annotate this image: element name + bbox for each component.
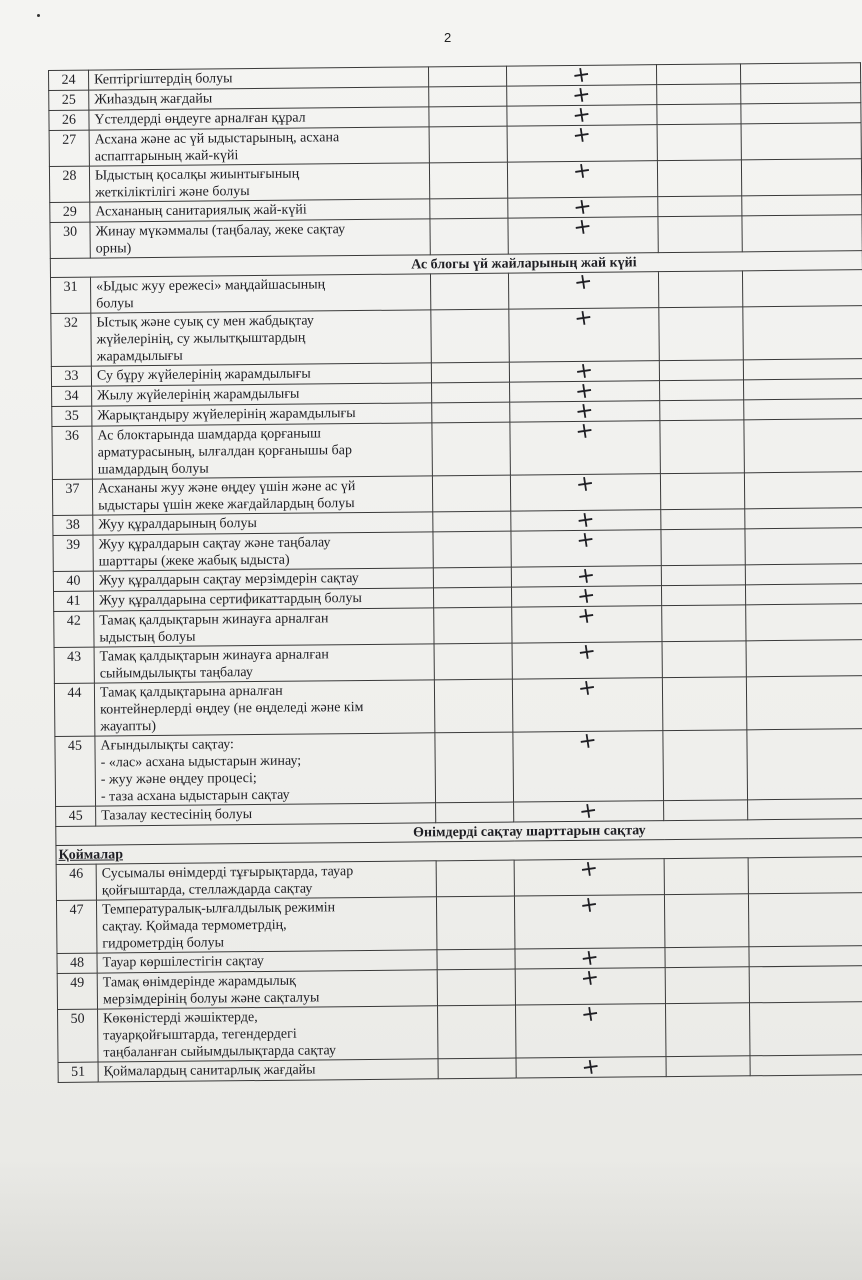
row-number: 39 [53,535,93,571]
empty-cell [746,640,862,677]
handwritten-plus-mark: + [576,638,599,667]
empty-cell [741,103,861,124]
empty-cell [436,860,514,897]
empty-cell [744,419,862,473]
empty-cell [662,677,747,731]
empty-cell [664,858,748,895]
subsection-title: Қоймалар [56,838,862,865]
handwritten-plus-mark: + [580,1053,603,1082]
criterion-line: мерзімдерінің болуы және сақталуы [102,990,320,1008]
criterion-line: болуы [96,296,134,312]
criterion-line: Ыстық және суық су мен жабдықтау [96,313,314,331]
empty-cell [742,215,862,252]
empty-cell [665,967,749,1004]
row-criterion [91,310,431,366]
table-row [52,419,862,480]
table-row [51,306,862,367]
handwritten-plus-mark: + [572,268,595,297]
row-number: 44 [54,683,95,736]
empty-cell [741,159,861,196]
handwritten-plus-mark: + [575,562,598,591]
row-number: 47 [56,900,97,953]
criterion-line: Жинау мүкәммалы (таңбалау, жеке сақтау [95,222,346,240]
empty-cell [666,1056,750,1077]
empty-cell [434,607,512,644]
criterion-line: Кептіргіштердің болуы [94,71,233,88]
empty-cell [436,802,514,823]
table-row [56,893,862,954]
criterion-line: Ас блоктарында шамдарда қорғаныш [97,426,321,444]
checklist-body [49,63,862,1083]
empty-cell [430,198,508,219]
handwritten-plus-mark: + [570,101,593,130]
criterion-line: шарттары (жеке жабық ыдыста) [98,552,290,570]
criterion-line: Жиһаздың жағдайы [94,91,213,108]
criterion-line: Ыдыстың қосалқы жиынтығының [94,166,300,184]
photo-shadow [0,1160,862,1280]
check-mark-cell [510,470,660,511]
row-number: 51 [58,1062,98,1082]
empty-cell [743,359,862,380]
empty-cell [433,587,511,608]
handwritten-plus-mark: + [572,304,595,333]
row-number: 33 [51,366,91,386]
row-number: 41 [54,591,94,611]
empty-cell [746,676,862,730]
handwritten-plus-mark: + [571,157,594,186]
criterion-line: - жуу және өңдеу процесі; [100,771,257,788]
empty-cell [433,531,511,568]
criterion-line: ыдыстары үшін жеке жағдайлардың болуы [98,496,355,514]
check-mark-cell [514,891,665,949]
empty-cell [745,584,862,605]
row-number: 36 [52,426,93,479]
empty-cell [657,84,741,105]
row-number: 24 [49,70,89,90]
handwritten-plus-mark: + [577,797,600,826]
check-mark-cell [512,674,663,732]
criterion-line: Қоймалардың санитарлық жағдайы [103,1062,316,1080]
empty-cell [743,306,862,360]
criterion-line: жауапты) [100,718,157,735]
criterion-line: Жуу құралдарын сақтау мерзімдерін сақтау [98,571,359,589]
empty-cell [750,1055,862,1076]
handwritten-plus-mark: + [579,964,602,993]
empty-cell [745,528,862,565]
empty-cell [748,893,862,947]
check-mark-cell [513,727,664,802]
empty-cell [664,800,748,821]
criterion-line: шамдардың болуы [97,461,209,478]
checklist-table [48,62,862,1083]
empty-cell [744,472,862,509]
empty-cell [432,475,510,512]
row-criterion [92,423,432,479]
empty-cell [661,529,745,566]
criterion-line: контейнерлерді өңдеу (не өңделеді және кім [100,700,364,718]
row-number: 37 [52,479,92,515]
empty-cell [749,1002,862,1056]
empty-cell [744,399,862,420]
row-number: 45 [55,736,96,806]
row-number: 50 [58,1009,99,1062]
empty-cell [746,604,862,641]
row-number: 48 [57,953,97,973]
row-number: 49 [57,973,97,1009]
empty-cell [742,195,862,216]
criterion-line: Тазалау кестесінің болуы [101,807,253,824]
empty-cell [434,679,513,733]
criterion-line: ыдыстың болуы [99,629,196,646]
check-mark-cell [507,157,657,198]
empty-cell [429,86,507,107]
empty-cell [665,947,749,968]
criterion-line: Сусымалы өнімдерді тұғырықтарда, тауар [101,864,354,882]
row-criterion [94,644,434,683]
empty-cell [432,382,510,403]
handwritten-plus-mark: + [571,213,594,242]
criterion-line: жүйелерінің, су жылытқыштардың [96,330,306,348]
empty-cell [744,379,862,400]
empty-cell [749,966,862,1003]
empty-cell [437,969,515,1006]
empty-cell [432,402,510,423]
empty-cell [747,729,862,800]
empty-cell [434,643,512,680]
handwritten-plus-mark: + [573,357,596,386]
empty-cell [429,162,507,199]
criterion-line: Тамақ қалдықтарын жинауға арналған [99,611,329,629]
check-mark-cell [515,1000,666,1058]
handwritten-plus-mark: + [573,397,596,426]
row-number: 40 [53,571,93,591]
handwritten-plus-mark: + [579,944,601,973]
empty-cell [656,64,740,85]
check-mark-cell [516,1053,666,1082]
row-number: 34 [52,386,92,406]
handwritten-plus-mark: + [576,674,599,703]
empty-cell [742,270,862,307]
empty-cell [660,473,744,510]
criterion-line: - «лас» асхана ыдыстарын жинау; [100,753,302,771]
row-number: 30 [50,222,90,258]
criterion-line: Тамақ қалдықтарын жинауға арналған [99,647,329,665]
empty-cell [657,160,741,197]
empty-cell [429,106,507,127]
empty-cell [430,273,508,310]
section-title: Ас блогы үй жайларының жай күйі [50,251,862,278]
handwritten-plus-mark: + [578,891,601,920]
check-mark-cell [508,213,658,254]
empty-cell [657,104,741,125]
handwritten-plus-mark: + [575,582,598,611]
criterion-line: сақтау. Қоймада термометрдің, [102,917,287,935]
criterion-line: Асхананы жуу және өңдеу үшін және ас үй [97,479,356,497]
empty-cell [660,400,744,421]
check-mark-cell [514,797,664,826]
handwritten-plus-mark: + [574,506,597,535]
criterion-line: Ағындылықты сақтау: [100,737,234,754]
empty-cell [659,360,743,381]
row-criterion [94,608,434,647]
row-number: 35 [52,406,92,426]
empty-cell [663,730,748,801]
empty-cell [437,949,515,970]
empty-cell [748,857,862,894]
empty-cell [433,567,511,588]
empty-cell [660,380,744,401]
row-criterion [90,219,430,258]
handwritten-plus-mark: + [570,61,593,90]
handwritten-plus-mark: + [579,1000,602,1029]
criterion-line: Жуу құралдарына сертификаттардың болуы [99,591,362,609]
criterion-line: орны) [95,241,132,257]
ink-dot [37,14,40,17]
row-criterion [89,163,429,202]
empty-cell [745,508,862,529]
empty-cell [741,123,861,160]
section-title: Өнімдерді сақтау шарттарын сақтау [56,819,862,846]
check-mark-cell [508,268,658,309]
criterion-line: қойғыштарда, стеллаждарда сақтау [101,881,313,899]
criterion-line: Асхана және ас үй ыдыстарының, асхана [94,130,340,148]
criterion-line: жеткіліктілігі және болуы [95,184,250,201]
page-number: 2 [444,30,452,45]
check-mark-cell [512,638,662,679]
check-mark-cell [510,417,661,475]
empty-cell [432,422,511,476]
criterion-line: Тауар көршілестігін сақтау [102,953,264,971]
criterion-line: «Ыдыс жуу ережесі» маңдайшасының [96,277,326,295]
criterion-line: аспаптарының жай-күйі [94,148,239,165]
handwritten-plus-mark: + [576,727,599,756]
empty-cell [741,83,861,104]
empty-cell [428,66,506,87]
empty-cell [429,126,507,163]
empty-cell [661,509,745,530]
criterion-line: жарамдылығы [96,348,183,365]
check-mark-cell [507,121,657,162]
row-criterion [92,476,432,515]
empty-cell [436,896,515,950]
empty-cell [438,1058,516,1079]
criterion-line: тауарқойғыштарда, тегендердегі [103,1026,297,1044]
row-number: 43 [54,647,94,683]
check-mark-cell [512,602,662,643]
criterion-line: Тамақ қалдықтарына арналған [99,683,283,701]
criterion-line: Жылу жүйелерінің жарамдылығы [97,386,300,404]
check-mark-cell [515,964,665,1005]
handwritten-plus-mark: + [573,417,596,446]
handwritten-plus-mark: + [571,121,594,150]
empty-cell [658,216,742,253]
criterion-line: - таза асхана ыдыстарын сақтау [100,787,290,805]
criterion-line: Тамақ өнімдерінде жарамдылық [102,973,297,991]
row-number: 42 [54,611,94,647]
criterion-line: Температуралық-ылғалдылық режимін [101,900,336,918]
criterion-line: Жуу құралдарын сақтау және таңбалау [98,535,331,553]
empty-cell [438,1005,517,1059]
row-criterion [98,1059,438,1082]
criterion-line: Үстелдерді өңдеуге арналған құрал [94,110,306,128]
empty-cell [658,196,742,217]
row-criterion [95,733,436,806]
row-number: 31 [50,277,90,313]
handwritten-plus-mark: + [571,193,594,222]
empty-cell [430,218,508,255]
criterion-line: сыйымдылықты таңбалау [99,665,253,682]
empty-cell [435,732,514,803]
empty-cell [658,271,742,308]
table-row [54,676,862,737]
criterion-line: Асхананың санитариялық жай-күйі [95,202,307,220]
check-mark-cell [511,526,661,567]
row-criterion [90,274,430,313]
criterion-line: Су бұру жүйелерінің жарамдылығы [96,366,311,384]
criterion-line: гидрометрдің болуы [102,935,225,952]
row-criterion [94,680,434,736]
empty-cell [662,641,746,678]
empty-cell [659,307,744,361]
checklist-sheet [48,62,862,1083]
empty-cell [660,420,745,474]
row-criterion [98,1006,438,1062]
table-row [55,729,862,807]
row-number: 28 [49,166,89,202]
row-criterion [97,970,437,1009]
empty-cell [749,946,862,967]
empty-cell [661,585,745,606]
row-number: 26 [49,110,89,130]
row-number: 46 [56,864,96,900]
criterion-line: Жарықтандыру жүйелерінің жарамдылығы [97,406,356,424]
row-criterion [96,861,436,900]
row-criterion [93,532,433,571]
row-number: 27 [49,130,89,166]
handwritten-plus-mark: + [574,470,597,499]
empty-cell [664,894,749,948]
empty-cell [431,362,509,383]
handwritten-plus-mark: + [578,855,601,884]
empty-cell [661,565,745,586]
handwritten-plus-mark: + [573,377,596,406]
row-number: 25 [49,90,89,110]
criterion-line: Жуу құралдарының болуы [98,516,257,533]
empty-cell [431,309,510,363]
handwritten-plus-mark: + [570,81,593,110]
check-mark-cell [514,855,664,896]
row-number: 32 [51,313,92,366]
handwritten-plus-mark: + [574,526,597,555]
empty-cell [745,564,862,585]
empty-cell [740,63,860,84]
empty-cell [433,511,511,532]
empty-cell [748,799,862,820]
row-criterion [96,897,436,953]
row-number: 45 [56,806,96,826]
row-number: 29 [50,202,90,222]
row-criterion [89,127,429,166]
criterion-line: арматурасының, ылғалдан қорғанышы бар [97,443,352,461]
row-number: 38 [53,515,93,535]
empty-cell [662,605,746,642]
criterion-line: Көкөністерді жәшіктерде, [103,1010,258,1027]
table-row [58,1002,862,1063]
criterion-line: таңбаланған сыйымдылықтарда сақтау [103,1043,337,1061]
empty-cell [657,124,741,161]
check-mark-cell [509,304,660,362]
handwritten-plus-mark: + [575,602,598,631]
empty-cell [665,1003,750,1057]
